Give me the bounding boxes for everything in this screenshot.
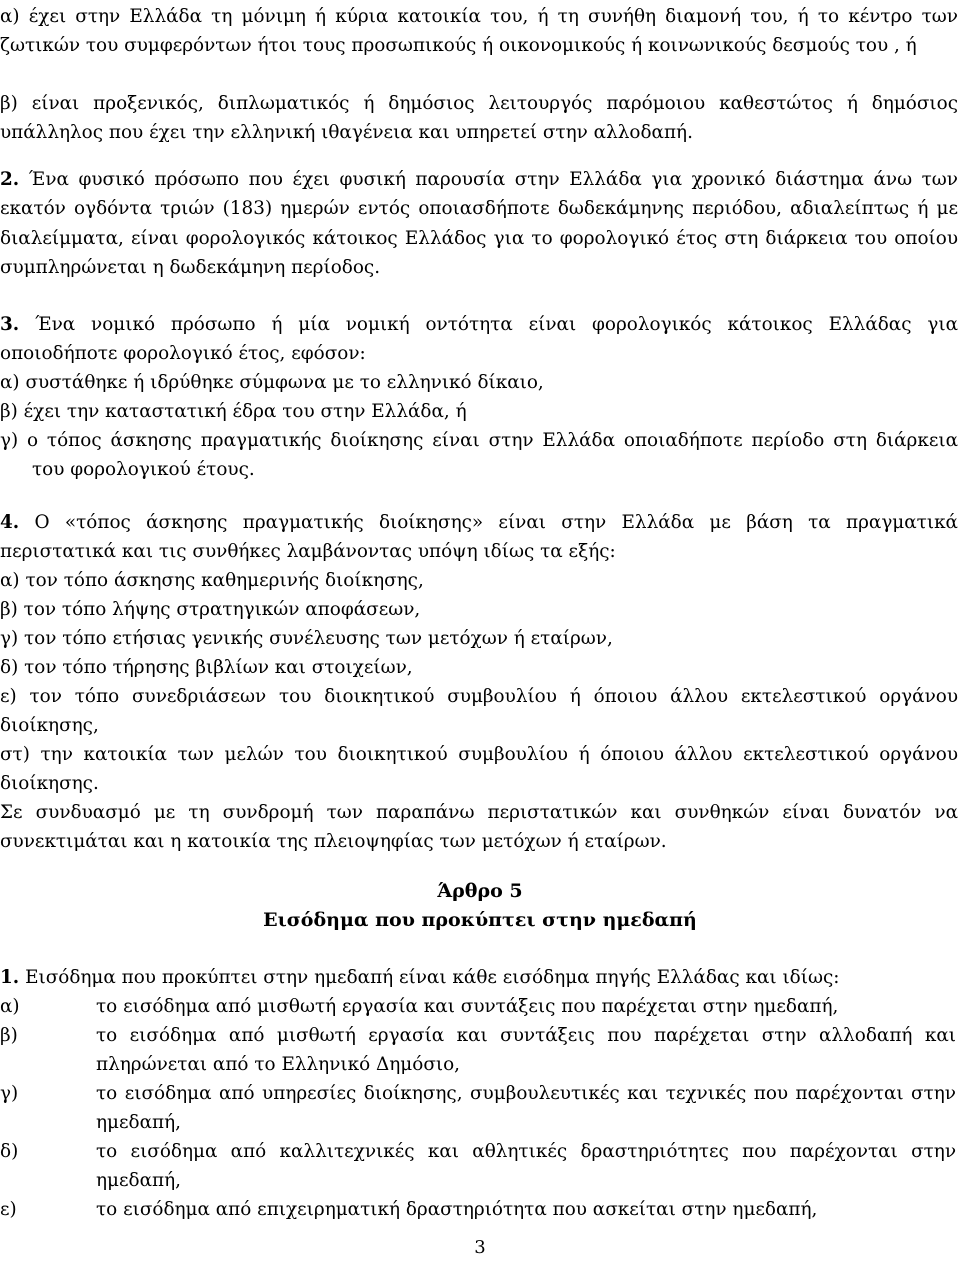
paragraph-3-text: Ένα νομικό πρόσωπο ή μία νομική οντότητα είναι φορολογικός κάτοικος Ελλάδας για οποιοδήποτε φορολογικό έτος, εφόσον: (0, 314, 958, 365)
paragraph-4-text: Ο «τόπος άσκησης πραγματικής διοίκησης» είναι στην Ελλάδα με βάση τα πραγματικά περιστατικά και τις συνθήκες λαμβάνοντας υπόψη ιδίως τα εξής: (0, 512, 958, 563)
paragraph-number: 3. (0, 314, 20, 335)
paragraph-number: 4. (0, 512, 20, 533)
page-number: 3 (474, 1237, 486, 1258)
paragraph-4-closing: Σε συνδυασμό με τη συνδρομή των παραπάνω περιστατικών και συνθηκών είναι δυνατόν να συνεκτιμάται και η κατοικία της πλειοψηφίας των μετόχων ή εταίρων. (0, 802, 958, 853)
paragraph-4-item-d: δ) τον τόπο τήρησης βιβλίων και στοιχείων, (0, 657, 413, 678)
article-5-paragraph-1-text: Εισόδημα που προκύπτει στην ημεδαπή είναι κάθε εισόδημα πηγής Ελλάδας και ιδίως: (25, 967, 840, 988)
list-item-text: το εισόδημα από υπηρεσίες διοίκησης, συμβουλευτικές και τεχνικές που παρέχονται στην ημεδαπή, (96, 1083, 956, 1134)
list-item-text: το εισόδημα από μισθωτή εργασία και συντάξεις που παρέχεται στην ημεδαπή, (96, 996, 839, 1017)
list-item-label: γ) (0, 1083, 19, 1104)
list-item-text: το εισόδημα από καλλιτεχνικές και αθλητικές δραστηριότητες που παρέχονται στην ημεδαπή, (96, 1141, 956, 1192)
list-item-label: ε) (0, 1199, 17, 1220)
paragraph-4-item-c: γ) τον τόπο ετήσιας γενικής συνέλευσης των μετόχων ή εταίρων, (0, 628, 613, 649)
paragraph-3-item-b: β) έχει την καταστατική έδρα του στην Ελλάδα, ή (0, 401, 467, 422)
paragraph-3 (0, 310, 958, 369)
article-number: Άρθρο 5 (437, 880, 523, 902)
paragraph-number: 2. (0, 169, 20, 190)
list-item-label: δ) (0, 1141, 19, 1162)
article-5-paragraph-1 (0, 963, 958, 992)
paragraph-4-item-b: β) τον τόπο λήψης στρατηγικών αποφάσεων, (0, 599, 421, 620)
article-title: Εισόδημα που προκύπτει στην ημεδαπή (263, 909, 697, 931)
paragraph-4-item-st: στ) την κατοικία των μελών του διοικητικού συμβουλίου ή όποιου άλλου εκτελεστικού οργάνου διοίκησης. (0, 744, 958, 795)
list-item-label: β) (0, 1025, 18, 1046)
list-item-label: α) (0, 996, 20, 1017)
paragraph-3-item-c: γ) ο τόπος άσκησης πραγματικής διοίκησης είναι στην Ελλάδα οποιαδήποτε περίοδο στη διάρκεια του φορολογικού έτους. (0, 430, 958, 481)
paragraph-4 (0, 508, 958, 567)
paragraph-4-item-a: α) τον τόπο άσκησης καθημερινής διοίκησης, (0, 570, 424, 591)
intro-item-b: β) είναι προξενικός, διπλωματικός ή δημόσιος λειτουργός παρόμοιου καθεστώτος ή δημόσιος υπάλληλος που έχει την ελληνική ιθαγένεια και υπηρετεί στην αλλοδαπή. (0, 93, 958, 144)
paragraph-3-item-a: α) συστάθηκε ή ιδρύθηκε σύμφωνα με το ελληνικό δίκαιο, (0, 372, 544, 393)
list-item-text: το εισόδημα από επιχειρηματική δραστηριότητα που ασκείται στην ημεδαπή, (96, 1199, 818, 1220)
paragraph-2 (0, 165, 958, 282)
list-item-text: το εισόδημα από μισθωτή εργασία και συντάξεις που παρέχεται στην αλλοδαπή και πληρώνεται από το Ελληνικό Δημόσιο, (96, 1025, 956, 1076)
paragraph-4-item-e: ε) τον τόπο συνεδριάσεων του διοικητικού συμβουλίου ή όποιου άλλου εκτελεστικού οργάνου διοίκησης, (0, 686, 958, 737)
paragraph-number: 1. (0, 967, 20, 988)
intro-item-a: α) έχει στην Ελλάδα τη μόνιμη ή κύρια κατοικία του, ή τη συνήθη διαμονή του, ή το κέντρο των ζωτικών του συμφερόντων ήτοι τους προσωπικούς ή οικονομικούς ή κοινωνικούς δεσμούς του , ή (0, 6, 958, 57)
paragraph-2-text: Ένα φυσικό πρόσωπο που έχει φυσική παρουσία στην Ελλάδα για χρονικό διάστημα άνω των εκατόν ογδόντα τριών (183) ημερών εντός οποιασδήποτε δωδεκάμηνης περιόδου, αδιαλείπτως ή με διαλείμματα, είναι φορολογικός κάτοικος Ελλάδος για το φορολογικό έτος στη διάρκεια του οποίου συμπληρώνεται η δωδεκάμηνη περίοδος. (0, 169, 958, 278)
